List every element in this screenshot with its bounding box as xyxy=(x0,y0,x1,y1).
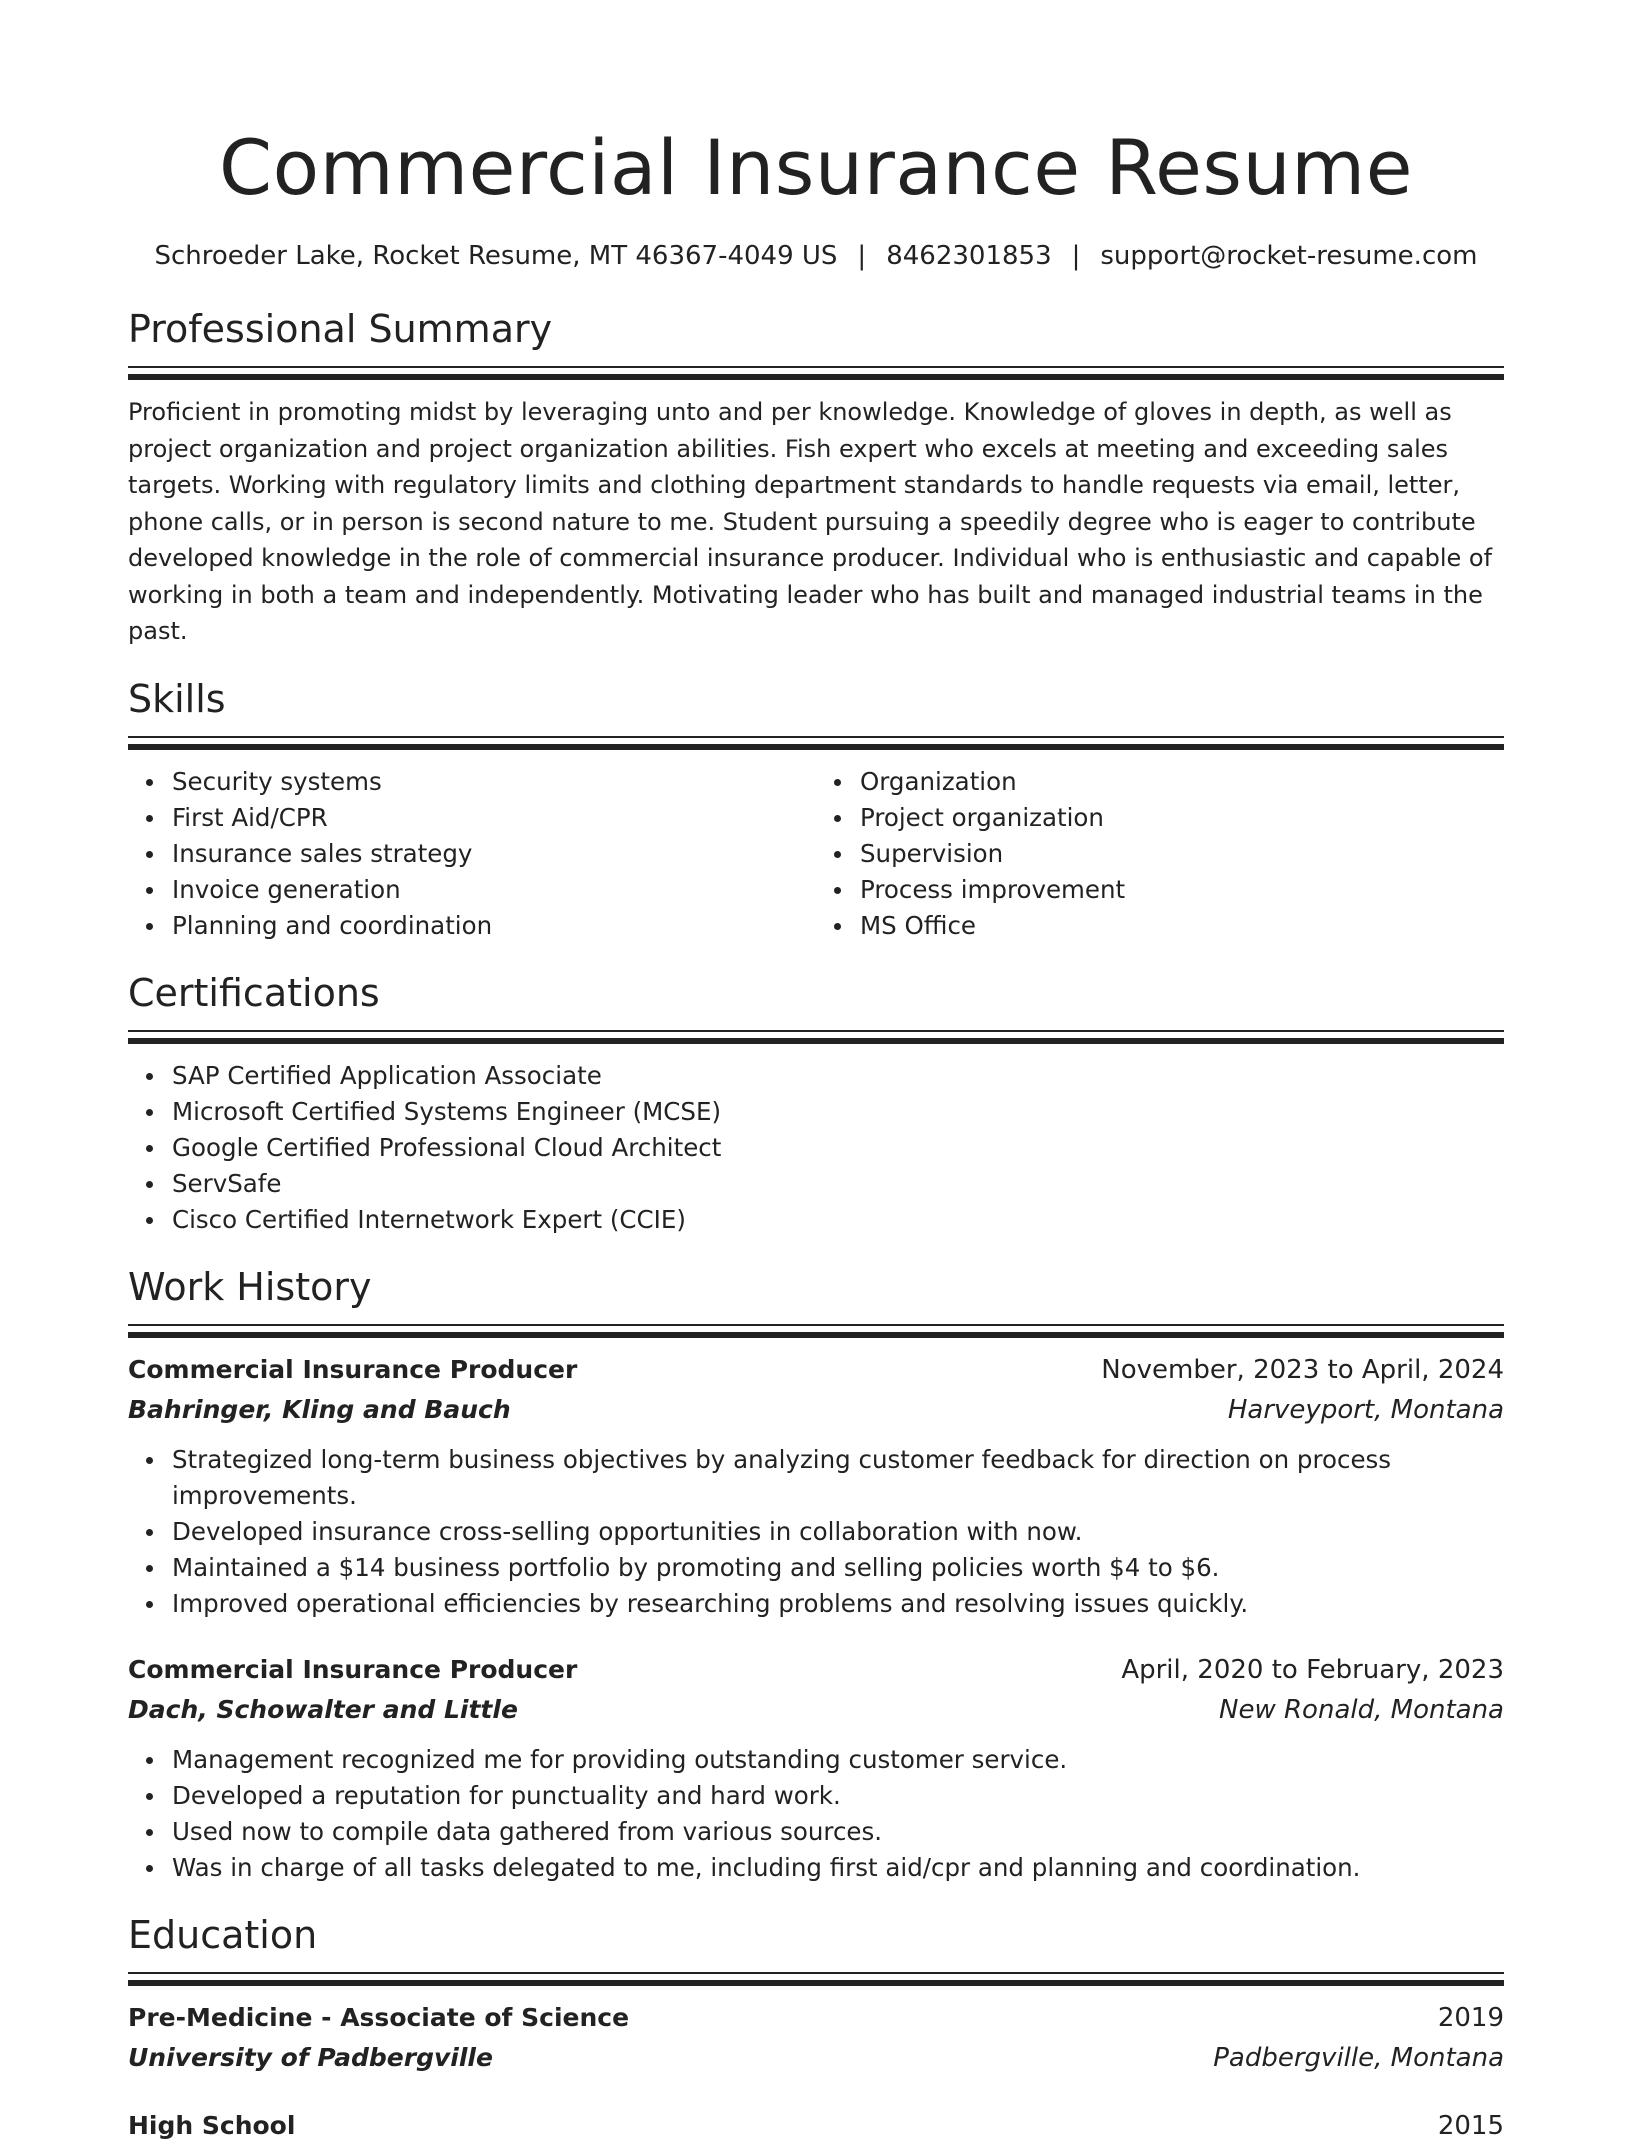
job-duty: Developed a reputation for punctuality and hard work. xyxy=(172,1778,1504,1814)
certifications-list xyxy=(128,1058,1504,1238)
education-entry xyxy=(128,1998,1504,2078)
resume-page xyxy=(128,0,1504,2146)
job-entry xyxy=(128,1650,1504,1886)
job-duty: Management recognized me for providing outstanding customer service. xyxy=(172,1742,1504,1778)
job-dates: November, 2023 to April, 2024 xyxy=(1101,1354,1504,1385)
job-duties xyxy=(128,1742,1504,1886)
skill-item: Insurance sales strategy xyxy=(172,836,816,872)
job-title: Commercial Insurance Producer xyxy=(128,1654,578,1684)
section-divider xyxy=(128,736,1504,750)
contact-address: Schroeder Lake, Rocket Resume, MT 46367-4049 US xyxy=(154,241,838,271)
skills-list-right xyxy=(816,764,1504,944)
education-location: Padbergville, Montana xyxy=(1213,2042,1504,2073)
job-header xyxy=(128,1650,1504,1690)
summary-section xyxy=(128,304,1504,650)
job-title: Commercial Insurance Producer xyxy=(128,1354,578,1384)
education-degree: High School xyxy=(128,2110,296,2140)
certifications-heading: Certifications xyxy=(128,970,380,1015)
education-degree: Pre-Medicine - Associate of Science xyxy=(128,2002,630,2032)
job-company: Dach, Schowalter and Little xyxy=(128,1694,518,1724)
job-subheader xyxy=(128,1390,1504,1430)
skill-item: MS Office xyxy=(860,908,1504,944)
education-section xyxy=(128,1910,1504,2146)
contact-separator: | xyxy=(1071,241,1081,271)
education-header xyxy=(128,1998,1504,2038)
job-entry xyxy=(128,1350,1504,1622)
job-duties xyxy=(128,1442,1504,1622)
skills-heading: Skills xyxy=(128,676,226,721)
job-company: Bahringer, Kling and Bauch xyxy=(128,1394,511,1424)
contact-email: support@rocket-resume.com xyxy=(1100,241,1478,271)
certification-item: ServSafe xyxy=(172,1166,1504,1202)
job-duty: Improved operational efficiencies by researching problems and resolving issues quickly. xyxy=(172,1586,1504,1622)
education-year: 2019 xyxy=(1437,2002,1504,2033)
certifications-section xyxy=(128,968,1504,1238)
work-history-heading: Work History xyxy=(128,1264,372,1309)
certification-item: Google Certified Professional Cloud Architect xyxy=(172,1130,1504,1166)
certification-item: SAP Certified Application Associate xyxy=(172,1058,1504,1094)
section-divider xyxy=(128,1972,1504,1986)
skill-item: Process improvement xyxy=(860,872,1504,908)
section-divider xyxy=(128,366,1504,380)
education-subheader xyxy=(128,2038,1504,2078)
skills-list-left xyxy=(128,764,816,944)
skill-item: Invoice generation xyxy=(172,872,816,908)
skills-section xyxy=(128,674,1504,944)
certification-item: Cisco Certified Internetwork Expert (CCIE) xyxy=(172,1202,1504,1238)
skill-item: Security systems xyxy=(172,764,816,800)
contact-line xyxy=(128,238,1504,274)
job-location: New Ronald, Montana xyxy=(1219,1694,1504,1725)
education-heading: Education xyxy=(128,1912,318,1957)
job-duty: Was in charge of all tasks delegated to me, including first aid/cpr and planning and coordination. xyxy=(172,1850,1504,1886)
work-history-section xyxy=(128,1262,1504,1886)
education-year: 2015 xyxy=(1437,2110,1504,2141)
job-subheader xyxy=(128,1690,1504,1730)
skill-item: First Aid/CPR xyxy=(172,800,816,836)
skill-item: Organization xyxy=(860,764,1504,800)
job-duty: Developed insurance cross-selling opportunities in collaboration with now. xyxy=(172,1514,1504,1550)
skill-item: Planning and coordination xyxy=(172,908,816,944)
skill-item: Supervision xyxy=(860,836,1504,872)
job-duty: Strategized long-term business objectives by analyzing customer feedback for direction on process improvements. xyxy=(172,1442,1504,1514)
skill-item: Project organization xyxy=(860,800,1504,836)
education-school: University of Padbergville xyxy=(128,2042,493,2072)
job-duty: Maintained a $14 business portfolio by promoting and selling policies worth $4 to $6. xyxy=(172,1550,1504,1586)
job-dates: April, 2020 to February, 2023 xyxy=(1121,1654,1504,1685)
contact-phone: 8462301853 xyxy=(886,241,1052,271)
certification-item: Microsoft Certified Systems Engineer (MCSE) xyxy=(172,1094,1504,1130)
job-duty: Used now to compile data gathered from various sources. xyxy=(172,1814,1504,1850)
summary-text: Proficient in promoting midst by leveraging unto and per knowledge. Knowledge of gloves in depth, as well as project organization and project organization abilities. Fish expert who excels at meeting and exceeding sales targets. Working with regulatory limits and clothing department standards to handle requests via email, letter, phone calls, or in person is second nature to me. Student pursuing a speedily degree who is eager to contribute developed knowledge in the role of commercial insurance producer. Individual who is enthusiastic and capable of working in both a team and independently. Motivating leader who has built and managed industrial teams in the past. xyxy=(128,398,1493,645)
section-divider xyxy=(128,1030,1504,1044)
contact-separator: | xyxy=(857,241,867,271)
skills-grid xyxy=(128,764,1504,944)
job-location: Harveyport, Montana xyxy=(1227,1394,1504,1425)
section-divider xyxy=(128,1324,1504,1338)
resume-title: Commercial Insurance Resume xyxy=(219,123,1413,212)
summary-heading: Professional Summary xyxy=(128,307,553,351)
job-header xyxy=(128,1350,1504,1390)
